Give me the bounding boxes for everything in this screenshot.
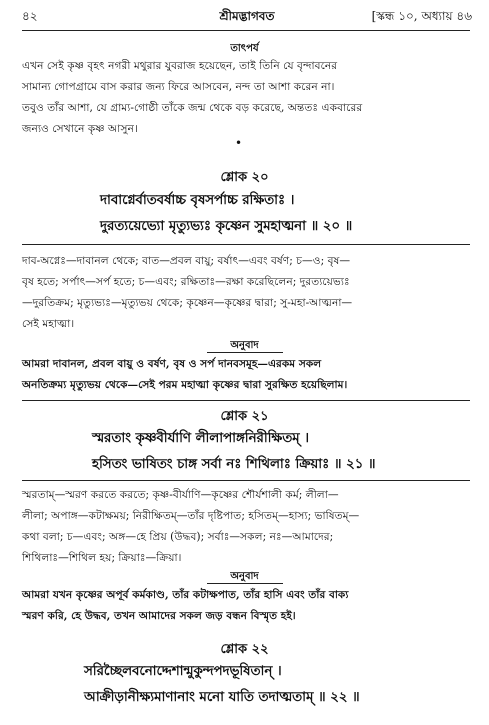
verse-22-sanskrit (84, 659, 360, 711)
purport-line: জন্যও সেখানে কৃষ্ণ আসুন। (22, 122, 138, 135)
verse-line: দাবাগ্নের্বাতবর্ষাচ্চ বৃষসর্পাচ্চ রক্ষিতাঃ । (100, 193, 295, 208)
verse-line: আক্রীড়ানীক্ষ্যমাণানাং মনো যাতি তদাত্মতাম্ ॥ ২২ ॥ (84, 690, 360, 705)
purport-line: সামান্য গোপগ্রামে বাস করার জন্য ফিরে আসবেন, নন্দ তা আশা করেন না। (22, 80, 335, 93)
synonym-line: দাব-অগ্নেঃ—দাবানল থেকে; বাত—প্রবল বায়ু; বর্ষাৎ—এবং বর্ষণ; চ—ও; বৃষ— (22, 254, 351, 267)
synonym-line: শিথিলাঃ—শিথিল হয়; ক্রিয়াঃ—ক্রিয়া। (22, 551, 182, 564)
verse-line: সরিচ্ছৈলবনোদ্দেশান্মুকুন্দপদভূষিতান্ । (84, 664, 282, 679)
verse-20-synonyms (22, 250, 472, 334)
page-number: ৪২ (22, 9, 38, 23)
verse-21-translation-label: অনুবাদ (230, 571, 259, 582)
purport-line: এখন সেই কৃষ্ণ বৃহৎ নগরী মথুরার যুবরাজ হয়েছেন, তাই তিনি যে বৃন্দাবনের (22, 59, 338, 72)
chapter-reference: [স্কন্ধ ১০, অধ্যায় ৪৬ (371, 9, 472, 23)
synonym-line: —দুরতিক্রম; মৃত্যুভ্যঃ—মৃত্যুভয় থেকে; কৃষ্ণেন—কৃষ্ণের দ্বারা; সু-মহা-আত্মনা— (22, 296, 353, 309)
purport-line: তবুও তাঁর আশা, যে গ্রাম্য-গোষ্ঠী তাঁকে জন্ম থেকে বড় করেছে, অন্ততঃ একবারের (22, 101, 363, 114)
verse-line: হসিতং ভাষিতং চাঙ্গ সর্বা নঃ শিথিলাঃ ক্রিয়াঃ ॥ ২১ ॥ (92, 457, 376, 472)
translation-line: অনতিক্রম্য মৃত্যুভয় থেকে—সেই পরম মহাত্মা কৃষ্ণের দ্বারা সুরক্ষিত হয়েছিলাম। (22, 379, 348, 391)
translation-label-underline (207, 583, 283, 584)
verse-20-translation (22, 354, 472, 396)
verse-21-sanskrit (92, 426, 375, 478)
verse-20-sanskrit (100, 188, 352, 240)
verse-22-heading: শ্লোক ২২ (220, 642, 269, 657)
synonym-line: সেই মহাত্মা। (22, 317, 75, 330)
synonym-line: স্মরতাম্—স্মরণ করতে করতে; কৃষ্ণ-বীর্যাণি—কৃষ্ণের শৌর্যশালী কর্ম; লীলা— (22, 488, 339, 501)
stray-mark: • (235, 136, 243, 150)
verse-20-heading: শ্লোক ২০ (220, 170, 269, 185)
verse-line: স্মরতাং কৃষ্ণবীর্যাণি লীলাপাঙ্গনিরীক্ষিতম্ । (92, 431, 309, 446)
verse-20-divider (22, 244, 470, 245)
verse-21-divider (22, 480, 470, 481)
translation-line: স্মরণ করি, হে উদ্ধব, তখন আমাদের সকল জড় বন্ধন বিস্মৃত হই। (22, 610, 296, 622)
translation-line: আমরা যখন কৃষ্ণের অপূর্ব কর্মকাণ্ড, তাঁর কটাক্ষপাত, তাঁর হাসি এবং তাঁর বাক্য (22, 589, 349, 601)
verse-20-translation-label: অনুবাদ (230, 340, 259, 351)
section-divider (22, 400, 470, 401)
header-divider (22, 30, 470, 31)
translation-line: আমরা দাবানল, প্রবল বায়ু ও বর্ষণ, বৃষ ও সর্প দানবসমূহ—এরকম সকল (22, 358, 322, 370)
translation-label-underline (207, 352, 283, 353)
purport-label: তাৎপর্য (230, 43, 259, 54)
verse-line: দুরত্যয়েভ্যো মৃত্যুভ্যঃ কৃষ্ণেন সুমহাত্মনা ॥ ২০ ॥ (100, 219, 353, 234)
synonym-line: বৃষ হতে; সর্পাৎ—সর্প হতে; চ—এবং; রক্ষিতাঃ—রক্ষা করেছিলেন; দুরত্যয়েভ্যঃ (22, 275, 350, 288)
verse-21-translation (22, 585, 472, 627)
book-title: শ্রীমদ্ভাগবত (219, 9, 275, 23)
page-header (22, 8, 472, 28)
verse-21-heading: শ্লোক ২১ (220, 409, 269, 424)
verse-21-synonyms (22, 484, 472, 568)
synonym-line: লীলা; অপাঙ্গ—কটাক্ষময়; নিরীক্ষিতম্—তাঁর দৃষ্টিপাত; হসিতম্—হাস্য; ভাষিতম্— (22, 509, 360, 522)
purport-text (22, 55, 472, 139)
synonym-line: কথা বলা; চ—এবং; অঙ্গ—হে প্রিয় (উদ্ধব); সর্বাঃ—সকল; নঃ—আমাদের; (22, 530, 334, 543)
